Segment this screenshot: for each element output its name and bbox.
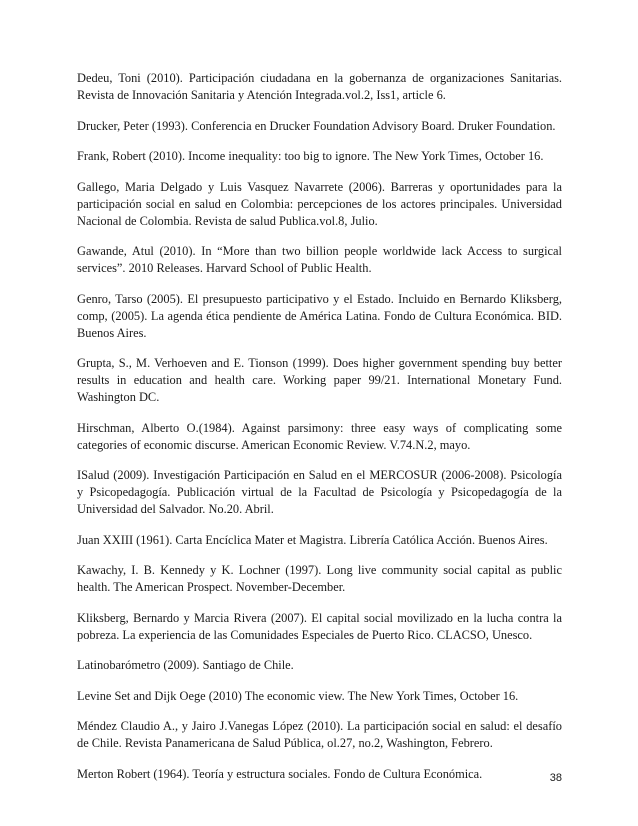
reference-entry: Gawande, Atul (2010). In “More than two billion people worldwide lack Access to surgical services”. 2010 Releases. Harvard School of Public Health. — [77, 244, 562, 275]
reference-entry: Levine Set and Dijk Oege (2010) The economic view. The New York Times, October 16. — [77, 688, 519, 703]
reference-entry: Grupta, S., M. Verhoeven and E. Tionson (1999). Does higher government spending buy better results in education and health care. Working paper 99/21. International Monetary Fund. Washington DC. — [77, 356, 562, 404]
reference-entry: Méndez Claudio A., y Jairo J.Vanegas López (2010). La participación social en salud: el desafío de Chile. Revista Panamericana de Salud Pública, ol.27, no.2, Washington, Febrero. — [77, 719, 562, 750]
reference-entry: Dedeu, Toni (2010). Participación ciudadana en la gobernanza de organizaciones Sanitarias. Revista de Innovación Sanitaria y Atención Integrada.vol.2, Iss1, article 6. — [77, 71, 562, 102]
reference-entry: Kawachy, I. B. Kennedy y K. Lochner (1997). Long live community social capital as public health. The American Prospect. November-December. — [77, 563, 562, 594]
reference-entry: Gallego, Maria Delgado y Luis Vasquez Navarrete (2006). Barreras y oportunidades para la participación social en salud en Colombia: percepciones de los actores principales. Universidad Nacional de Colombia. Revista de salud Publica.vol.8, Julio. — [77, 179, 562, 228]
reference-entry: Juan XXIII (1961). Carta Encíclica Mater et Magistra. Librería Católica Acción. Buenos Aires. — [77, 532, 548, 547]
reference-list — [77, 70, 562, 796]
reference-entry: ISalud (2009). Investigación Participación en Salud en el MERCOSUR (2006-2008). Psicología y Psicopedagogía. Publicación virtual de la Facultad de Psicología y Psicopedagogía de la Universidad del Salvador. No.20. Abril. — [77, 468, 562, 516]
reference-entry: Merton Robert (1964). Teoría y estructura sociales. Fondo de Cultura Económica. — [77, 766, 483, 781]
reference-entry: Latinobarómetro (2009). Santiago de Chile. — [77, 658, 294, 672]
reference-entry: Frank, Robert (2010). Income inequality: too big to ignore. The New York Times, October 16. — [77, 149, 544, 163]
reference-entry: Drucker, Peter (1993). Conferencia en Drucker Foundation Advisory Board. Druker Foundation. — [77, 118, 556, 133]
reference-entry: Kliksberg, Bernardo y Marcia Rivera (2007). El capital social movilizado en la lucha contra la pobreza. La experiencia de las Comunidades Especiales de Puerto Rico. CLACSO, Unesco. — [77, 610, 562, 642]
reference-entry: Hirschman, Alberto O.(1984). Against parsimony: three easy ways of complicating some categories of economic discurse. American Economic Review. V.74.N.2, mayo. — [77, 420, 562, 452]
page-number: 38 — [549, 772, 562, 784]
reference-entry: Genro, Tarso (2005). El presupuesto participativo y el Estado. Incluido en Bernardo Kliksberg, comp, (2005). La agenda ética pendiente de América Latina. Fondo de Cultura Económica. BID. Buenos Aires. — [77, 291, 562, 340]
